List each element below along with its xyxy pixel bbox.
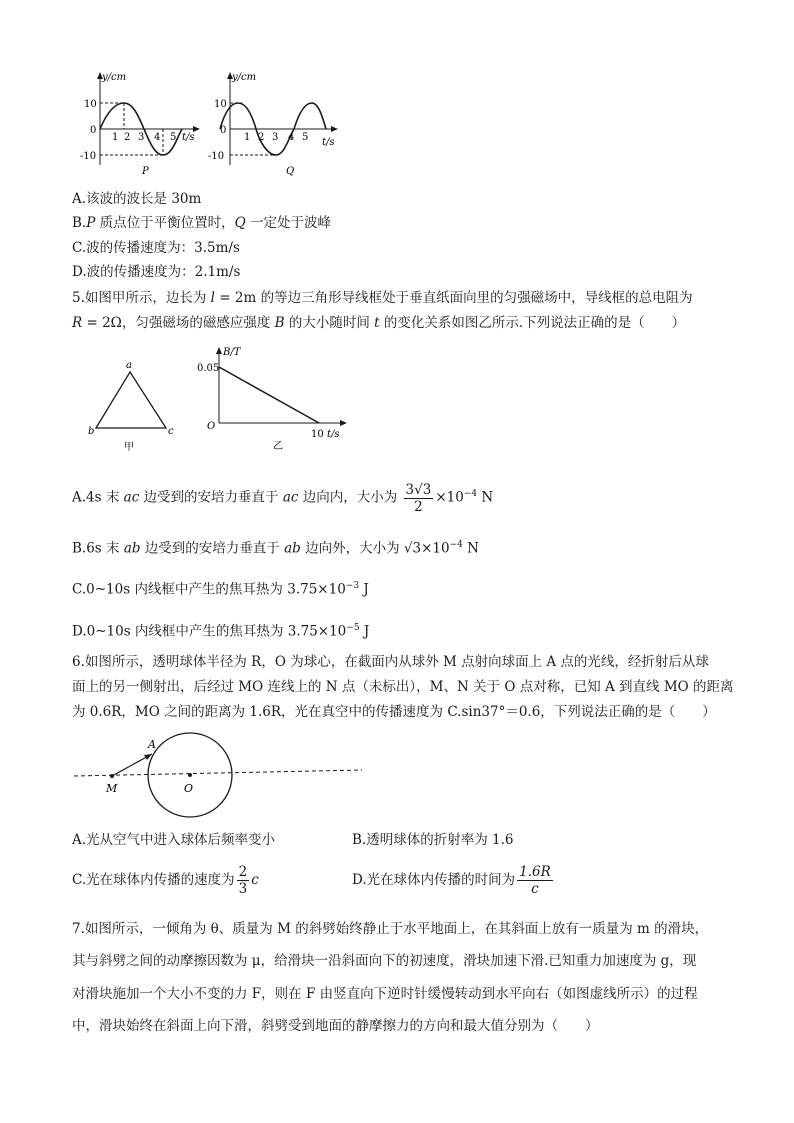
point-a-label: A xyxy=(148,738,156,751)
q7-stem-line2: 其与斜劈之间的动摩擦因数为 μ，给滑块一沿斜面向下的初速度，滑块加速下滑.已知重力加速度为 g，现 xyxy=(72,953,697,969)
q4-option-c: C.波的传播速度为：3.5m/s xyxy=(72,240,240,256)
q6-option-b: B.透明球体的折射率为 1.6 xyxy=(352,832,514,848)
q7-stem-line1: 7.如图所示，一倾角为 θ、质量为 M 的斜劈始终静止于水平地面上，在其斜面上放有一质量为 m 的滑块， xyxy=(72,921,709,937)
q-tick-2: 2 xyxy=(258,132,265,143)
q5-option-b: B.6s 末 ab 边受到的安培力垂直于 ab 边向外，大小为 $√3\times 10^{-4}$ N xyxy=(72,540,479,557)
yi-ylabel: B/T xyxy=(223,347,241,358)
q4-option-a: A.该波的波长是 30m xyxy=(72,191,202,207)
q6-stem-line2: 面上的另一侧射出，后经过 MO 连线上的 N 点（未标出），M、N 关于 O 点对称，已知 A 到直线 MO 的距离 xyxy=(72,679,734,695)
p-ylabel: y/cm xyxy=(102,72,127,83)
sphere-figure xyxy=(72,728,372,828)
triangle-frame-figure xyxy=(82,356,182,456)
q4-option-d: D.波的传播速度为：2.1m/s xyxy=(72,264,241,280)
q6-option-d: D.光在球体内传播的时间为 $\frac{1.6R}{c}$ xyxy=(352,864,551,897)
p-xlabel: t/s xyxy=(182,132,195,143)
q5-option-d: D.0~10s 内线框中产生的焦耳热为 $3.75\times 10^{-5}$ J xyxy=(72,623,370,640)
q-origin: 0 xyxy=(220,125,227,136)
vertex-b: b xyxy=(88,426,95,437)
q5-stem-line1: 5.如图甲所示，边长为 l = 2m 的等边三角形导线框处于垂直纸面向里的匀强磁场中，导线框的总电阻为 xyxy=(72,290,693,306)
p-ymax: 10 xyxy=(84,99,97,110)
p-ymin: -10 xyxy=(80,151,97,162)
vertex-c: c xyxy=(168,426,174,437)
p-tick-2: 2 xyxy=(124,132,131,143)
point-m-label: M xyxy=(106,782,118,795)
q5-option-a: A.4s 末 ac 边受到的安培力垂直于 ac 边向内，大小为 $\frac{3√3}{2}$ $\times 10^{-4}$ N xyxy=(72,481,494,515)
q5-option-c: C.0~10s 内线框中产生的焦耳热为 $3.75\times 10^{-3}$ J xyxy=(72,581,369,598)
q-ylabel: y/cm xyxy=(232,72,257,83)
q-ymax: 10 xyxy=(214,99,227,110)
yi-origin: O xyxy=(207,421,216,432)
wave-graph-q xyxy=(208,70,348,180)
yi-xlabel: t/s xyxy=(327,429,340,440)
q4-option-b: B.P 质点位于平衡位置时，Q 一定处于波峰 xyxy=(72,215,331,231)
yi-yval: 0.05 xyxy=(197,363,220,374)
q6-option-c: C.光在球体内传播的速度为 $\frac{2}{3}$ c xyxy=(72,864,259,897)
q-tick-3: 3 xyxy=(272,132,279,143)
p-tick-3: 3 xyxy=(138,132,145,143)
q5-stem-line2: R = 2Ω，匀强磁场的磁感应强度 B 的大小随时间 t 的变化关系如图乙所示.下列说法正确的是（ ） xyxy=(72,315,686,331)
q-tick-5: 5 xyxy=(302,132,309,143)
q-ymin: -10 xyxy=(208,151,225,162)
wave-graph-p xyxy=(78,70,208,180)
q-tick-1: 1 xyxy=(244,132,251,143)
q6-stem-line3: 为 0.6R，MO 之间的距离为 1.6R，光在真空中的传播速度为 C.sin37°＝0.6，下列说法正确的是（ ） xyxy=(72,704,716,720)
q-caption: Q xyxy=(286,166,295,177)
q6-stem-line1: 6.如图所示，透明球体半径为 R，O 为球心，在截面内从球外 M 点射向球面上 A 点的光线，经折射后从球 xyxy=(72,654,709,670)
p-origin: 0 xyxy=(90,125,97,136)
p-caption: P xyxy=(142,166,149,177)
q-tick-4: 4 xyxy=(288,132,295,143)
q6-option-a: A.光从空气中进入球体后频率变小 xyxy=(72,832,276,848)
b-t-graph xyxy=(195,345,355,455)
yi-caption: 乙 xyxy=(273,441,283,452)
q-xlabel: t/s xyxy=(322,137,335,148)
point-o-label: O xyxy=(184,782,194,795)
jia-caption: 甲 xyxy=(124,442,134,453)
vertex-a: a xyxy=(126,360,132,371)
q7-stem-line4: 中，滑块始终在斜面上向下滑，斜劈受到地面的静摩擦力的方向和最大值分别为（ ） xyxy=(72,1018,599,1034)
p-tick-1: 1 xyxy=(112,132,119,143)
p-tick-5: 5 xyxy=(170,132,177,143)
yi-xval: 10 xyxy=(311,429,324,440)
q7-stem-line3: 对滑块施加一个大小不变的力 F，则在 F 由竖直向下逆时针缓慢转动到水平向右（如图虚线所示）的过程 xyxy=(72,986,698,1002)
p-tick-4: 4 xyxy=(154,132,161,143)
